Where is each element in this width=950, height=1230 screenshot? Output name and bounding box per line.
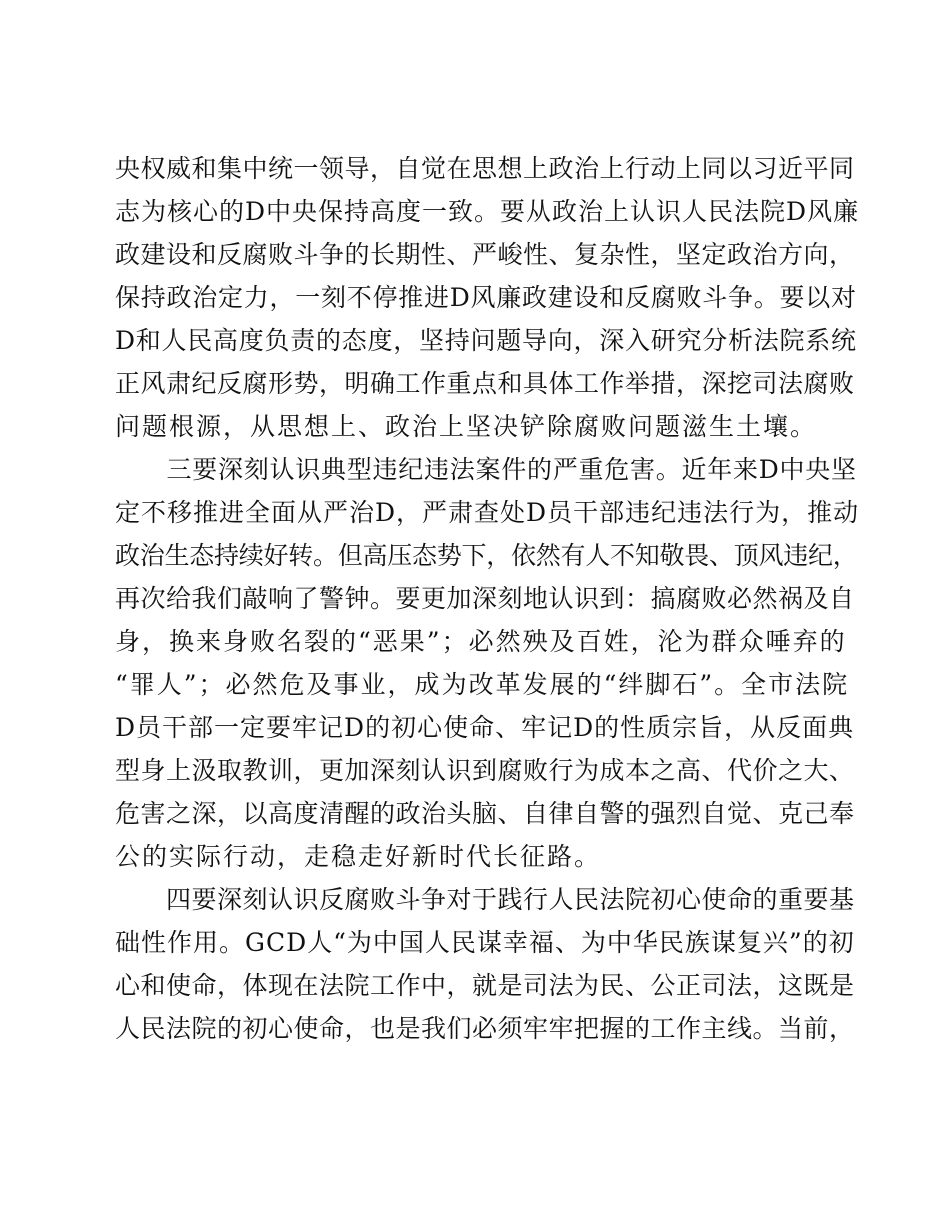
text-line: 础性作用。GCD人“为中国人民谋幸福、为中华民族谋复兴”的初 bbox=[115, 928, 855, 957]
text-line: 公的实际行动，走稳走好新时代长征路。 bbox=[115, 842, 602, 871]
text-line: “罪人”；必然危及事业，成为改革发展的“绊脚石”。全市法院 bbox=[115, 670, 850, 699]
paragraph-four-start: 四要深刻认识反腐败斗争对于践行人民法院初心使命的重要基 bbox=[115, 885, 855, 914]
text-line: 再次给我们敲响了警钟。要更加深刻地认识到：搞腐败必然祸及自 bbox=[115, 584, 855, 613]
text-line: 问题根源，从思想上、政治上坚决铲除腐败问题滋生土壤。 bbox=[115, 412, 818, 441]
text-line: 身，换来身败名裂的“恶果”；必然殃及百姓，沦为群众唾弃的 bbox=[115, 627, 847, 656]
text-line: 定不移推进全面从严治D，严肃查处D员干部违纪违法行为，推动 bbox=[115, 498, 860, 527]
text-line: 政建设和反腐败斗争的长期性、严峻性、复杂性，坚定政治方向， bbox=[115, 240, 855, 269]
text-line: D员干部一定要牢记D的初心使命、牢记D的性质宗旨，从反面典 bbox=[115, 713, 855, 742]
text-line: 正风肃纪反腐形势，明确工作重点和具体工作举措，深挖司法腐败 bbox=[115, 369, 855, 398]
text-line: D和人民高度负责的态度，坚持问题导向，深入研究分析法院系统 bbox=[115, 326, 857, 355]
paragraph-three-start: 三要深刻认识典型违纪违法案件的严重危害。近年来D中央坚 bbox=[115, 455, 857, 484]
text-line: 心和使命，体现在法院工作中，就是司法为民、公正司法，这既是 bbox=[115, 971, 855, 1000]
text-line: 政治生态持续好转。但高压态势下，依然有人不知敬畏、顶风违纪， bbox=[115, 541, 858, 570]
text-line: 保持政治定力，一刻不停推进D风廉政建设和反腐败斗争。要以对 bbox=[115, 283, 857, 312]
text-line: 危害之深，以高度清醒的政治头脑、自律自警的强烈自觉、克己奉 bbox=[115, 799, 855, 828]
document-body bbox=[115, 147, 860, 1050]
text-line: 型身上汲取教训，更加深刻认识到腐败行为成本之高、代价之大、 bbox=[115, 756, 855, 785]
text-line: 志为核心的D中央保持高度一致。要从政治上认识人民法院D风廉 bbox=[115, 197, 860, 226]
text-line: 人民法院的初心使命，也是我们必须牢牢把握的工作主线。当前， bbox=[115, 1014, 855, 1043]
text-line: 央权威和集中统一领导，自觉在思想上政治上行动上同以习近平同 bbox=[115, 154, 855, 183]
